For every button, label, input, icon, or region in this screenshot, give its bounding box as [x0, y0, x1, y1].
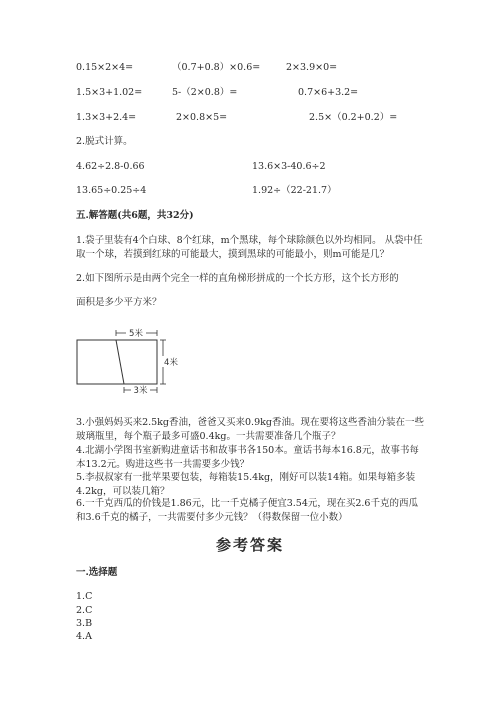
problem-4: 4.北湖小学图书室新购进童话书和故事书各150本。童话书每本16.8元，故事书每本13.2元。购进这些书一共需要多少钱？: [76, 445, 419, 470]
problem-2-line1: 2.如下图所示是由两个完全一样的直角梯形拼成的一个长方形，这个长方形的: [76, 273, 399, 284]
calc-item: （0.7+0.8）×0.6=: [172, 62, 261, 73]
calc-item: 1.5×3+1.02=: [76, 87, 143, 98]
answer-item: 1.C: [76, 591, 93, 602]
calc-item: 2×3.9×0=: [286, 62, 338, 73]
label-bottom: 3米: [133, 386, 148, 395]
calc-item: 1.3×3+2.4=: [76, 112, 137, 123]
calc-item: 2.5×（0.2+0.2）=: [309, 112, 398, 123]
answer-item: 2.C: [76, 605, 93, 616]
answer-item: 4.A: [76, 631, 92, 642]
label-top: 5米: [129, 329, 143, 339]
problem-1: 1.袋子里装有4个白球、8个红球，m个黑球，每个球除颜色以外均相同。 从袋中任取一个球，若摸到红球的可能最大，摸到黑球的可能最小，则m可能是几？: [76, 235, 423, 260]
label-right: 4米: [164, 358, 178, 368]
calc-item: 1.92÷（22-21.7）: [252, 185, 337, 196]
problem-3: 3.小强妈妈买来2.5kg香油，爸爸又买来0.9kg香油。现在要将这些香油分装在一些玻璃瓶里，每个瓶子最多可盛0.4kg。一共需要准备几个瓶子？: [76, 417, 424, 442]
calc-item: 0.15×2×4=: [76, 62, 134, 73]
problem-6: 6.一千克西瓜的价钱是1.86元，比一千克橘子便宜3.54元，现在买2.6千克的西瓜和3.6千克的橘子，一共需要付多少元钱？（得数保留一位小数）: [76, 498, 418, 523]
calc-item: 13.6×3-40.6÷2: [252, 161, 326, 172]
calc-item: 0.7×6+3.2=: [298, 87, 359, 98]
section-heading: 五.解答题(共6题，共32分): [76, 210, 194, 221]
calc-item: 4.62÷2.8-0.66: [76, 161, 145, 172]
problem-5: 5.李叔叔家有一批苹果要包装，每箱装15.4kg，刚好可以装14箱。如果每箱多装4.2kg，可以装几箱？: [76, 472, 416, 497]
calc-item: 2×0.8×5=: [176, 112, 228, 123]
problem-2-line2: 面积是多少平方米？: [76, 297, 162, 308]
trapezoid-figure: [70, 325, 190, 395]
calc-item: 13.65÷0.25÷4: [76, 185, 147, 196]
answer-item: 3.B: [76, 618, 93, 629]
answer-section-title: 一.选择题: [76, 567, 118, 578]
section-title: 2.脱式计算。: [76, 136, 133, 147]
answer-title: 参考答案: [215, 536, 284, 554]
calc-item: 5-（2×0.8）=: [172, 87, 238, 98]
